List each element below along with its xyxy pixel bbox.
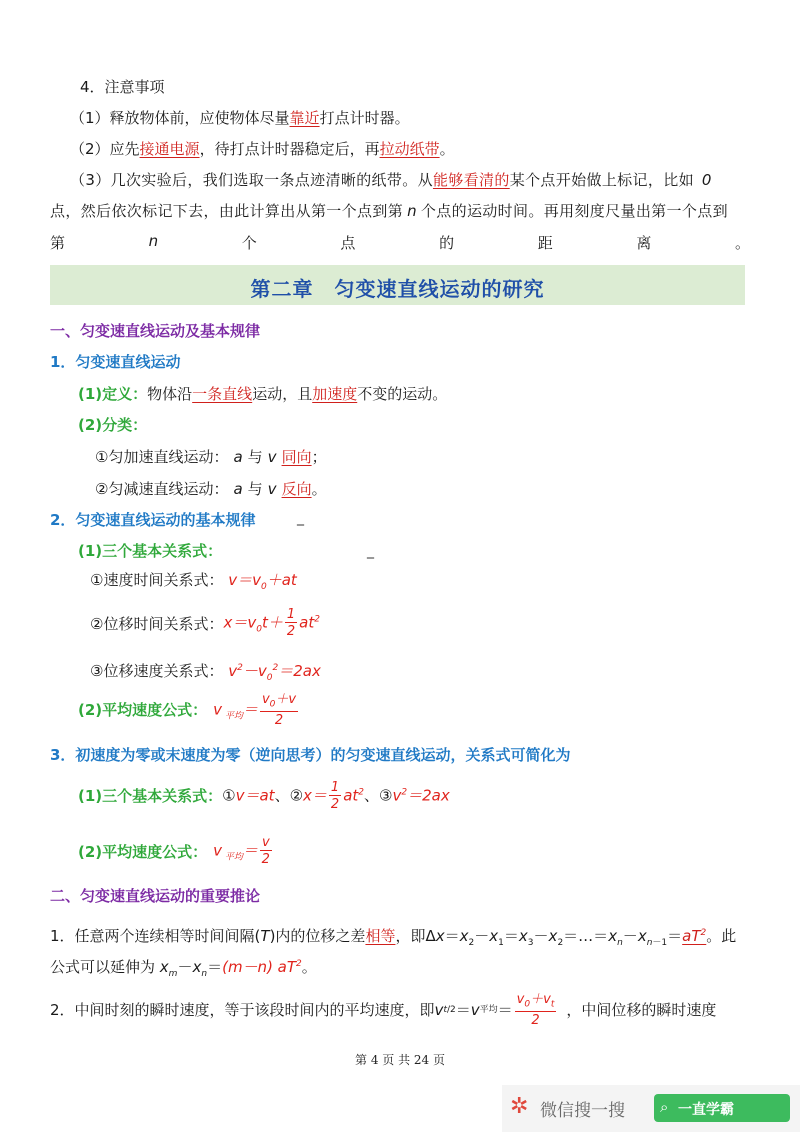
note-3-line2-b: 个点的运动时间。再用刻度尺量出第一个点到 bbox=[420, 202, 728, 220]
formula-1-line bbox=[90, 570, 297, 597]
spread-word: 个 bbox=[241, 234, 257, 252]
spread-word: 离 bbox=[636, 234, 652, 252]
simplified-average-label: (2)平均速度公式： bbox=[78, 843, 208, 861]
class-2-end: 。 bbox=[311, 480, 327, 498]
classification-item-1 bbox=[95, 447, 327, 467]
class-1-with: 与 bbox=[247, 448, 263, 466]
spread-word: n bbox=[148, 232, 159, 250]
inference-1-extended-formula: (m－n) $aT^2$ bbox=[222, 958, 302, 976]
class-1-v: v bbox=[267, 448, 277, 466]
definition-line bbox=[78, 384, 447, 404]
note-1-text-a: （1）释放物体前，应使物体尽量 bbox=[70, 109, 290, 127]
class-2-v: v bbox=[267, 480, 277, 498]
inference-1-formula: $aT^2$ bbox=[682, 927, 707, 945]
wechat-search-icon: ✲ bbox=[510, 1094, 529, 1119]
section-4-title: 4．注意事项 bbox=[80, 78, 165, 96]
note-1-underline: 靠近 bbox=[289, 109, 320, 127]
simplified-relations-line bbox=[78, 776, 450, 816]
stray-dash: _ bbox=[367, 543, 374, 559]
inference-1-underline: 相等 bbox=[365, 927, 396, 945]
class-2-underline: 反向 bbox=[281, 480, 312, 498]
definition-underline-2: 加速度 bbox=[312, 385, 358, 403]
chapter-banner bbox=[50, 265, 745, 305]
note-2-underline-2: 拉动纸带 bbox=[379, 140, 440, 158]
inference-1-line2-end: 。 bbox=[301, 958, 317, 976]
inference-1-end: 。此 bbox=[706, 927, 737, 945]
inference-2-end: ，中间位移的瞬时速度 bbox=[566, 1001, 717, 1019]
simplified-average-line bbox=[78, 832, 274, 872]
class-1-text: ①匀加速直线运动： bbox=[95, 448, 229, 466]
part-2-heading: 二、匀变速直线运动的重要推论 bbox=[50, 887, 261, 905]
subsection-1-heading: 1．匀变速直线运动 bbox=[50, 353, 181, 371]
part-1-heading: 一、匀变速直线运动及基本规律 bbox=[50, 322, 261, 340]
note-2-underline-1: 接通电源 bbox=[139, 140, 200, 158]
class-2-with: 与 bbox=[247, 480, 263, 498]
definition-label: (1)定义： bbox=[78, 385, 148, 403]
formula-3: $v^2-v_0^2=2ax$ bbox=[228, 662, 321, 683]
spread-word: 距 bbox=[537, 234, 553, 252]
definition-text-b: 运动，且 bbox=[252, 385, 313, 403]
note-item-3-line-2 bbox=[50, 201, 728, 221]
watermark-button-label: 一直学霸 bbox=[678, 1102, 734, 1118]
simplified-formulas: ①v＝at、②x＝ $\frac{1}{2}$ $at^2$、$③v^2=2ax$ bbox=[222, 780, 450, 812]
formula-2-label: ②位移时间关系式： bbox=[90, 615, 224, 633]
watermark-text: 微信搜一搜 bbox=[540, 1101, 625, 1121]
search-icon: ⌕ bbox=[660, 1098, 669, 1116]
note-3-n: n bbox=[407, 202, 417, 220]
note-3-zero: 0 bbox=[701, 171, 712, 189]
simplified-relations-label: (1)三个基本关系式： bbox=[78, 787, 223, 805]
note-2-text-c: 。 bbox=[439, 140, 455, 158]
watermark-search-button[interactable] bbox=[654, 1094, 790, 1122]
classification-item-2 bbox=[95, 479, 327, 499]
class-2-a: a bbox=[233, 480, 243, 498]
definition-underline-1: 一条直线 bbox=[192, 385, 253, 403]
class-1-end: ； bbox=[311, 448, 327, 466]
formula-3-label: ③位移速度关系式： bbox=[90, 662, 224, 680]
class-1-underline: 同向 bbox=[281, 448, 312, 466]
inference-1-line-1: 1．任意两个连续相等时间间隔(T)内的位移之差相等，即$\Delta x=x_2-x_1=x_3-x_2=\dots=x_n-x_{n-1}=aT^2$。此 bbox=[50, 927, 737, 948]
spread-word: 点 bbox=[340, 234, 356, 252]
basic-relations-label: (1)三个基本关系式： bbox=[78, 542, 223, 560]
spread-word: 第 bbox=[50, 234, 66, 252]
note-item-2 bbox=[70, 139, 455, 159]
note-3-line2-a: 点，然后依次标记下去，由此计算出从第一个点到第 bbox=[50, 202, 404, 220]
inference-1-line-2: 公式可以延伸为 $x_m-x_n=(m-n)$ $aT^2$。 bbox=[50, 958, 317, 979]
simplified-average-formula: v $_{平均}$＝ $\frac{v}{2}$ bbox=[213, 835, 270, 868]
definition-text-a: 物体沿 bbox=[147, 385, 193, 403]
note-3-text-a: （3）几次实验后，我们选取一条点迹清晰的纸带。从 bbox=[70, 171, 433, 189]
spread-word: 。 bbox=[734, 234, 750, 252]
inference-2-line: 2．中间时刻的瞬时速度，等于该段时间内的平均速度，即 v t/2 ＝ v 平均 ＝ $\frac{v_0+v_t}{2}$ ，中间位移的瞬时速度 bbox=[50, 992, 717, 1028]
class-1-a: a bbox=[233, 448, 243, 466]
note-item-3-line-3 bbox=[50, 232, 750, 253]
chapter-title: 第二章 匀变速直线运动的研究 bbox=[250, 277, 545, 301]
average-velocity-formula: v $_{平均}$＝ $\frac{v_0+v}{2}$ bbox=[213, 692, 297, 728]
average-velocity-line bbox=[78, 690, 300, 730]
average-velocity-label: (2)平均速度公式： bbox=[78, 701, 208, 719]
formula-1-label: ①速度时间关系式： bbox=[90, 571, 224, 589]
note-item-1 bbox=[70, 108, 410, 128]
note-item-3-line-1 bbox=[70, 170, 712, 190]
note-3-text-b: 某个点开始做上标记，比如 bbox=[509, 171, 694, 189]
note-3-underline: 能够看清的 bbox=[432, 171, 510, 189]
spread-word: 的 bbox=[439, 234, 455, 252]
note-1-text-b: 打点计时器。 bbox=[319, 109, 410, 127]
subsection-3-heading: 3．初速度为零或末速度为零（逆向思考）的匀变速直线运动，关系式可简化为 bbox=[50, 746, 571, 764]
classification-label: (2)分类： bbox=[78, 416, 148, 434]
note-2-text-b: ，待打点计时器稳定后，再 bbox=[199, 140, 380, 158]
subsection-2-heading: 2．匀变速直线运动的基本规律 bbox=[50, 511, 256, 529]
formula-2: $x=v_0t+$ $\frac{1}{2}$ $at^2$ bbox=[223, 607, 320, 640]
definition-text-c: 不变的运动。 bbox=[357, 385, 448, 403]
formula-3-line bbox=[90, 658, 321, 688]
note-2-text-a: （2）应先 bbox=[70, 140, 140, 158]
class-2-text: ②匀减速直线运动： bbox=[95, 480, 229, 498]
stray-dash: _ bbox=[297, 510, 304, 526]
formula-1: $v=v_0+at$ bbox=[228, 571, 297, 592]
formula-2-line bbox=[90, 604, 320, 644]
inference-2-formula: $\frac{v_0+v_t}{2}$ bbox=[516, 992, 555, 1028]
page-footer: 第 4 页 共 24 页 bbox=[355, 1053, 445, 1067]
